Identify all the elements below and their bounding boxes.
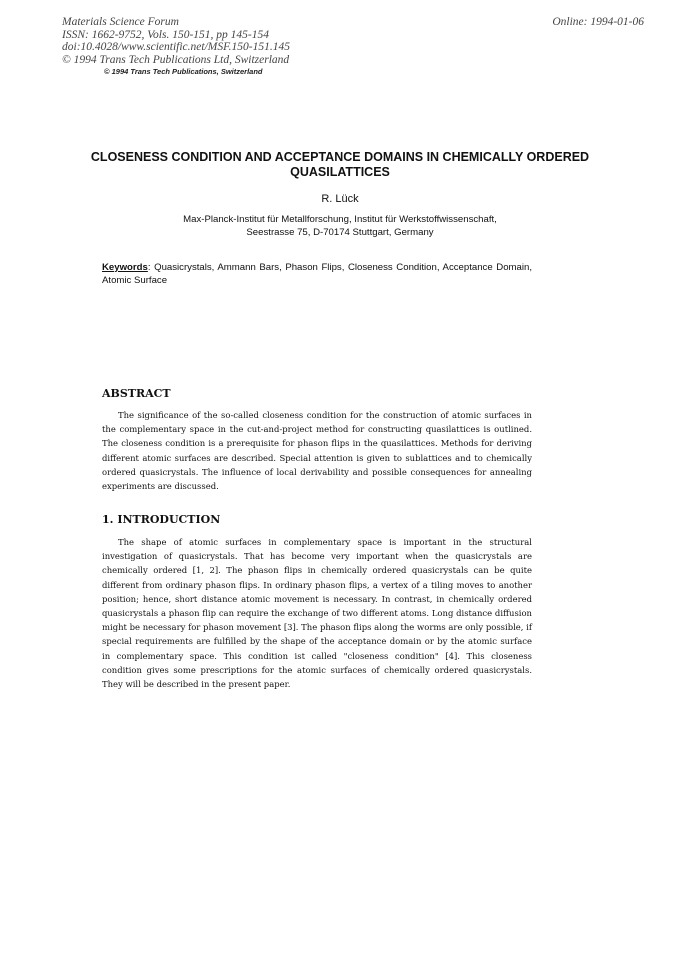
- publication-header: [62, 16, 290, 66]
- doi-line: doi:10.4028/www.scientific.net/MSF.150-151.145: [62, 41, 290, 54]
- abstract-text: The significance of the so-called closeness condition for the construction of atomic surfaces in the complementary space in the cut-and-project method for constructing quasilattices is outlined. The closeness condition is a prerequisite for phason flips in the quasilattices. Methods for deriving different atomic surfaces are described. Special attention is given to sublattices and to chemically ordered quasicrystals. The influence of local derivability and possible consequences for annealing experiments are discussed.: [102, 410, 532, 492]
- abstract-heading: ABSTRACT: [102, 387, 171, 400]
- introduction-text: The shape of atomic surfaces in complementary space is important in the structural investigation of quasicrystals. That has become very important when the quasicrystals are chemically ordered [1, 2]. The phason flips in chemically ordered quasicrystals can be quite different from ordinary phason flips. In ordinary phason flips, a vertex of a tiling moves to another position; hence, short distance atomic movement is necessary. In contrast, in chemically ordered quasicrystals a phason flip can require the exchange of two different atoms. Long distance diffusion might be necessary for phason movement [3]. The phason flips along the worms are only possible, if special requirements are fulfilled by the shape of the acceptance domain or by the atomic surface in complementary space. This condition ist called "closeness condition" [4]. This closeness condition gives some prescriptions for the atomic surfaces of chemically ordered quasicrystals. They will be described in the present paper.: [102, 537, 532, 690]
- paper-title: CLOSENESS CONDITION AND ACCEPTANCE DOMAINS IN CHEMICALLY ORDERED QUASILATTICES: [90, 150, 590, 179]
- author-affiliation: [60, 214, 620, 239]
- keywords-list: : Quasicrystals, Ammann Bars, Phason Flips, Closeness Condition, Acceptance Domain, Atomic Surface: [102, 262, 532, 286]
- journal-name: Materials Science Forum: [62, 16, 179, 28]
- keywords-block: [102, 262, 532, 287]
- introduction-heading: 1. INTRODUCTION: [102, 513, 221, 526]
- publisher-copyright: © 1994 Trans Tech Publications, Switzerland: [104, 67, 263, 76]
- keywords-label: Keywords: [102, 262, 148, 273]
- affiliation-line-2: Seestrasse 75, D-70174 Stuttgart, Germany: [246, 226, 434, 238]
- copyright-line: © 1994 Trans Tech Publications Ltd, Switzerland: [62, 53, 290, 66]
- online-date: Online: 1994-01-06: [552, 16, 644, 28]
- issn-line: ISSN: 1662-9752, Vols. 150-151, pp 145-154: [62, 28, 269, 41]
- author-name: R. Lück: [321, 193, 359, 205]
- affiliation-line-1: Max-Planck-Institut für Metallforschung, Institut für Werkstoffwissenschaft,: [183, 214, 497, 225]
